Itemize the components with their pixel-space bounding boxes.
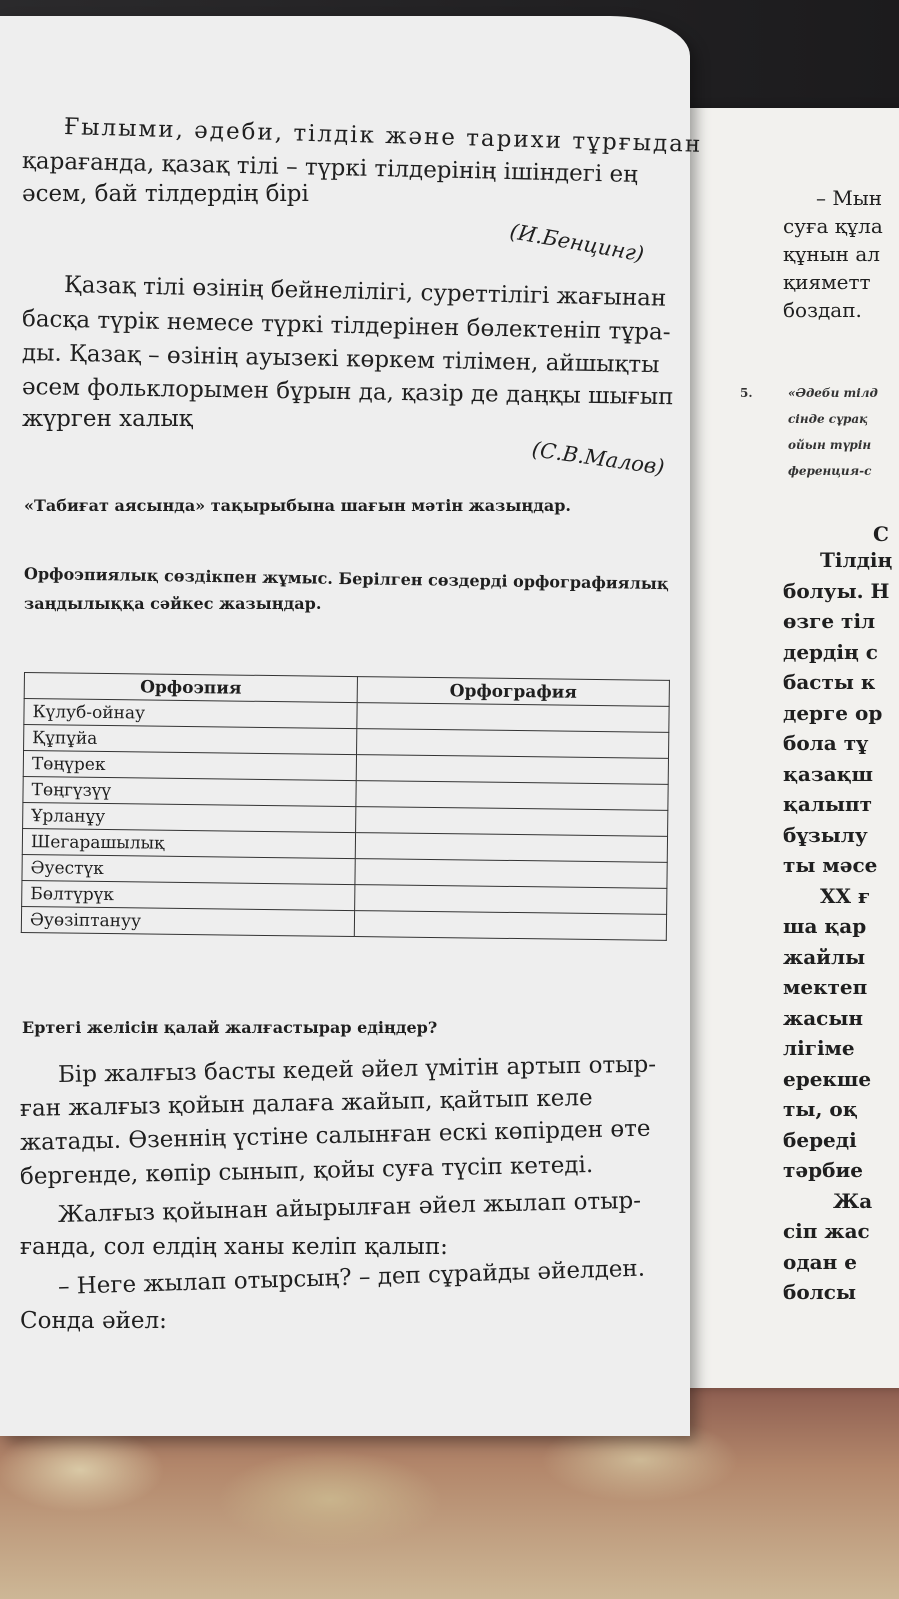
right-body-line: дерге ор: [783, 700, 883, 725]
right-body-line: дердің с: [783, 639, 878, 664]
story-line: ған жалғыз қойын далаға жайып, қайтып келе: [19, 1085, 593, 1122]
quote2-line: жүрген халық: [22, 406, 193, 432]
right-heading-fragment: С: [873, 522, 889, 546]
quote1-line: әсем, бай тілдердің бірі: [22, 181, 309, 207]
story-line: жатады. Өзеннің үстіне салынған ескі көпірден өте: [19, 1115, 651, 1156]
orthography-cell[interactable]: [356, 755, 668, 785]
orthoepy-cell: Ұрланұу: [23, 802, 356, 832]
quote1-author: (И.Бенцинг): [508, 219, 646, 267]
right-body-line: болсы: [783, 1280, 857, 1304]
right-body-line: жайлы: [783, 944, 866, 969]
quote2-line: басқа түрік немесе түркі тілдерінен бөлектеніп тұра-: [21, 306, 671, 346]
orthography-table: [21, 672, 670, 941]
story-line: Сонда әйел:: [20, 1308, 167, 1334]
orthography-cell[interactable]: [355, 885, 667, 915]
item-number: 5.: [740, 386, 753, 400]
right-body-line: ты, оқ: [783, 1097, 858, 1121]
right-body-line: береді: [783, 1127, 857, 1152]
right-body-line: бұзылу: [783, 822, 868, 847]
right-line: құнын ал: [783, 242, 880, 266]
orthography-cell[interactable]: [357, 729, 669, 759]
orthography-cell[interactable]: [356, 807, 668, 837]
right-body-line: лігіме: [783, 1036, 855, 1060]
orthoepy-cell: Әуөзіптануу: [21, 906, 354, 936]
quote1-line: қарағанда, қазақ тілі – түркі тілдерінің ішіндегі ең: [21, 148, 639, 188]
quote2-author: (С.В.Малов): [530, 437, 666, 480]
orthography-cell[interactable]: [354, 911, 666, 941]
right-line: қияметт: [783, 270, 871, 294]
right-item-line: ойын түрін: [788, 438, 872, 452]
right-body-line: бола тұ: [783, 731, 868, 755]
orthoepy-cell: Құпұйа: [24, 725, 357, 755]
story-line: Бір жалғыз басты кедей әйел үмітін артып отыр-: [57, 1051, 657, 1088]
right-item-line: сінде сұрақ: [788, 412, 868, 426]
right-body-line: болуы. Н: [783, 578, 890, 603]
right-body-line: XX ғ: [820, 883, 871, 908]
orthoepy-cell: Бөлтүрүк: [22, 880, 355, 910]
right-line: суға құла: [783, 214, 883, 238]
story-line: бергенде, көпір сынып, қойы суға түсіп кетеді.: [19, 1151, 594, 1190]
right-item-line: ференция-с: [788, 464, 872, 478]
task2-line: Орфоэпиялық сөздікпен жұмыс. Берілген сөздерді орфографиялық: [23, 564, 669, 594]
quote1-line: Ғылыми, әдеби, тілдік және тарихи тұрғыдан: [63, 114, 703, 158]
right-body-line: басты к: [783, 670, 876, 694]
right-body-line: қазақш: [783, 761, 873, 786]
right-body-line: ерекше: [783, 1066, 872, 1091]
task2-line: заңдылыққа сәйкес жазыңдар.: [24, 594, 322, 613]
right-body-line: жасын: [783, 1005, 864, 1030]
header-orthoepy: Орфоэпия: [24, 673, 357, 703]
orthography-cell[interactable]: [355, 859, 667, 889]
right-body-line: қалыпт: [783, 792, 873, 816]
right-body-line: ша қар: [783, 914, 867, 938]
right-body-line: ты мәсе: [783, 853, 878, 877]
right-line: – Мын: [816, 186, 883, 210]
orthography-cell[interactable]: [357, 703, 669, 733]
story-line: – Неге жылап отырсың? – деп сұрайды әйелден.: [57, 1255, 646, 1300]
header-orthography: Орфография: [357, 677, 669, 707]
orthoepy-cell: Шегарашылық: [22, 828, 355, 858]
task3-text: Ертегі желісін қалай жалғастырар едіңдер?: [22, 1018, 438, 1037]
right-body-line: өзге тіл: [783, 609, 876, 633]
quote2-line: Қазақ тілі өзінің бейнелілігі, суреттілігі жағынан: [63, 272, 667, 312]
orthography-cell[interactable]: [356, 781, 668, 811]
orthography-cell[interactable]: [355, 833, 667, 863]
right-body-line: сіп жас: [783, 1219, 870, 1243]
right-item-line: «Әдеби тілд: [788, 386, 878, 400]
orthoepy-cell: Күлуб-ойнау: [24, 699, 357, 729]
quote2-line: әсем фольклорымен бұрын да, қазір де даңқы шығып: [21, 374, 674, 411]
right-line: боздап.: [783, 298, 862, 322]
right-body-line: тәрбие: [783, 1158, 863, 1182]
right-body-line: Жа: [833, 1188, 873, 1213]
story-line: Жалғыз қойынан айырылған әйел жылап отыр-: [57, 1187, 642, 1228]
right-body-line: Тілдің: [820, 548, 893, 572]
right-body-line: одан е: [783, 1249, 857, 1274]
task1-text: «Табиғат аясында» тақырыбына шағын мәтін жазыңдар.: [24, 496, 571, 515]
right-body-line: мектеп: [783, 975, 868, 999]
orthoepy-cell: Әуестүк: [22, 854, 355, 884]
story-line: ғанда, сол елдің ханы келіп қалып:: [20, 1234, 448, 1260]
left-page: [0, 16, 703, 1436]
orthoepy-cell: Төңгүзүү: [23, 776, 356, 806]
orthoepy-cell: Төңүрек: [23, 751, 356, 781]
quote2-line: ды. Қазақ – өзінің ауызекі көркем тілімен, айшықты: [21, 340, 660, 379]
